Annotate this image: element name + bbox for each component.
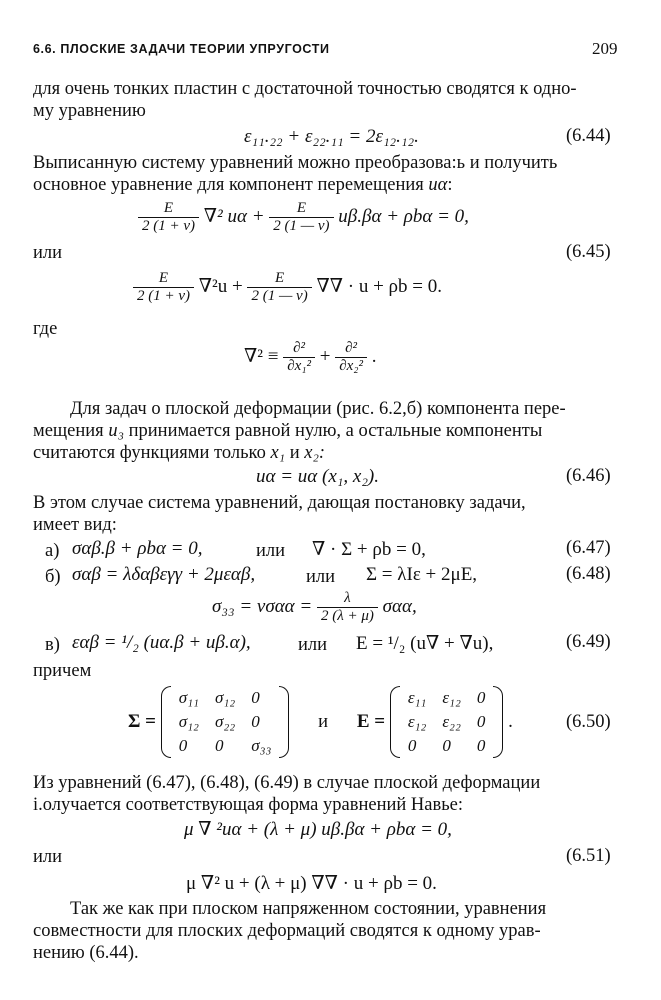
- matrix-cell: 0: [407, 736, 417, 755]
- fraction-denominator: 2 (1 + ν): [138, 217, 199, 235]
- equation-sigma33: [212, 590, 417, 625]
- equation-number: (6.45): [566, 242, 611, 262]
- text-line: причем: [33, 661, 92, 681]
- equation-part: .: [508, 711, 513, 732]
- equation-6-45b: [133, 270, 442, 305]
- text-line: или: [33, 847, 63, 867]
- fraction: [247, 270, 311, 305]
- fraction: [133, 270, 194, 305]
- equation-part: σ₃₃ = νσαα =: [212, 595, 313, 617]
- text-line: совместности для плоских деформаций сводятся к одному урав-: [33, 921, 541, 941]
- equation-part: ∇² ≡: [244, 345, 279, 367]
- equation-laplacian: [244, 340, 377, 375]
- text-line: [33, 442, 325, 464]
- equation-part: .: [371, 345, 377, 367]
- text-line: [33, 420, 542, 442]
- matrix-cell: σ₁₂: [214, 688, 236, 707]
- equation-6-49a: εαβ = ¹/₂ (uα.β + uβ.α),: [72, 632, 251, 653]
- text-line: нению (6.44).: [33, 943, 139, 963]
- item-label: а): [45, 541, 60, 561]
- matrix-row: [400, 734, 494, 758]
- equation-6-48a: σαβ = λδαβεγγ + 2μεαβ,: [72, 564, 256, 585]
- matrix-cell: σ₂₂: [214, 712, 236, 731]
- strain-matrix: [390, 686, 504, 758]
- fraction: [283, 340, 315, 375]
- math-symbol: u₃: [108, 421, 124, 441]
- text-fragment: и: [289, 443, 300, 463]
- fraction-denominator: 2 (1 + ν): [133, 287, 194, 305]
- matrix-row: [171, 686, 280, 710]
- fraction-numerator: E: [158, 270, 169, 286]
- equation-number: (6.48): [566, 564, 611, 584]
- matrix-row: [400, 686, 494, 710]
- stress-matrix: [161, 686, 290, 758]
- text-fragment: считаются функциями только: [33, 443, 266, 463]
- equation-number: (6.47): [566, 538, 611, 558]
- matrix-cell: σ₁₁: [178, 688, 199, 707]
- matrix-cell: 0: [251, 688, 260, 707]
- equation-6-44: ε₁₁.₂₂ + ε₂₂.₁₁ = 2ε₁₂.₁₂.: [244, 126, 419, 147]
- fraction-numerator: ∂²: [345, 340, 358, 356]
- equation-part: σαα,: [382, 595, 417, 617]
- fraction-denominator: 2 (1 — ν): [247, 287, 311, 305]
- text-line: основное уравнение для компонент перемещения uα:: [33, 175, 453, 195]
- text-line: Выписанную систему уравнений можно преобразова:ь и получить: [33, 153, 558, 173]
- equation-number: (6.49): [566, 632, 611, 652]
- fraction: [269, 200, 333, 235]
- equation-part: ∇∇ · u + ρb = 0.: [316, 275, 442, 297]
- text-line: или: [298, 635, 328, 655]
- fraction: [335, 340, 367, 375]
- fraction-denominator: ∂x₂²: [335, 357, 367, 375]
- equation-6-50: [128, 686, 513, 758]
- matrix-cell: 0: [442, 736, 451, 755]
- equation-part: ∇²u +: [198, 275, 243, 297]
- equation-number: (6.51): [566, 846, 611, 866]
- text-line: Так же как при плоском напряженном состоянии, уравнения: [70, 899, 547, 919]
- equation-part: uβ.βα + ρbα = 0,: [338, 205, 469, 227]
- math-symbol: x₁: [270, 443, 286, 463]
- math-symbol: uα: [428, 175, 448, 195]
- text-line: і.олучается соответствующая форма уравнений Навье:: [33, 795, 463, 815]
- equation-6-47a: σαβ.β + ρbα = 0,: [72, 538, 203, 559]
- text-line: В этом случае система уравнений, дающая постановку задачи,: [33, 493, 526, 513]
- matrix-cell: ε₁₂: [407, 712, 427, 731]
- fraction-numerator: E: [275, 270, 285, 286]
- equation-part: E =: [356, 711, 386, 732]
- equation-6-49b: E = ¹/₂ (u∇ + ∇u),: [356, 633, 494, 654]
- fraction-denominator: ∂x₁²: [283, 357, 315, 375]
- matrix-cell: 0: [476, 688, 486, 707]
- text-fragment: мещения: [33, 421, 104, 441]
- running-title: 6.6. ПЛОСКИЕ ЗАДАЧИ ТЕОРИИ УПРУГОСТИ: [33, 42, 330, 56]
- fraction-numerator: ∂²: [293, 340, 306, 356]
- text-line: для очень тонких пластин с достаточной точностью сводятся к одно-: [33, 79, 577, 99]
- matrix-cell: ε₂₂: [442, 712, 461, 731]
- text-line: Для задач о плоской деформации (рис. 6.2,б) компонента пере-: [70, 399, 566, 419]
- text-line: или: [33, 243, 63, 263]
- matrix-cell: 0: [476, 736, 486, 755]
- matrix-cell: 0: [476, 712, 486, 731]
- equation-6-45a: [138, 200, 469, 235]
- fraction: [317, 590, 378, 625]
- equation-part: +: [319, 345, 331, 367]
- matrix-cell: σ₃₃: [251, 736, 272, 755]
- text-line: имеет вид:: [33, 515, 117, 535]
- text-line: где: [33, 319, 58, 339]
- item-label: в): [45, 635, 60, 655]
- text-line: или: [256, 541, 286, 561]
- fraction-denominator: 2 (λ + μ): [317, 607, 378, 625]
- equation-6-46: uα = uα (x₁, x₂).: [256, 466, 379, 487]
- matrix-cell: σ₁₂: [178, 712, 199, 731]
- fraction-numerator: E: [163, 200, 174, 216]
- equation-6-48b: Σ = λIε + 2μE,: [366, 564, 478, 585]
- equation-6-51a: μ ∇ ²uα + (λ + μ) uβ.βα + ρbα = 0,: [184, 819, 452, 840]
- equation-6-47b: ∇ · Σ + ρb = 0,: [312, 539, 426, 560]
- matrix-cell: 0: [214, 736, 224, 755]
- equation-part: Σ =: [128, 711, 156, 732]
- equation-number: (6.46): [566, 466, 611, 486]
- text-fragment: принимается равной нулю, а остальные компоненты: [128, 421, 543, 441]
- text-line: Из уравнений (6.47), (6.48), (6.49) в случае плоской деформации: [33, 773, 541, 793]
- matrix-cell: 0: [178, 736, 188, 755]
- item-label: б): [45, 567, 61, 587]
- matrix-cell: ε₁₁: [407, 688, 427, 707]
- fraction-numerator: E: [296, 200, 306, 216]
- text-fragment: основное уравнение для компонент перемещения: [33, 175, 424, 195]
- fraction-numerator: λ: [344, 590, 351, 606]
- matrix-row: [171, 710, 280, 734]
- text-fragment: и: [318, 712, 329, 732]
- equation-6-51b: μ ∇² u + (λ + μ) ∇∇ · u + ρb = 0.: [186, 873, 437, 894]
- equation-part: ∇² uα +: [203, 205, 265, 227]
- math-symbol: x₂:: [304, 443, 326, 463]
- matrix-cell: ε₁₂: [442, 688, 461, 707]
- fraction: [138, 200, 199, 235]
- matrix-cell: 0: [251, 712, 260, 731]
- matrix-row: [171, 734, 280, 758]
- equation-number: (6.44): [566, 126, 611, 146]
- page-number: 209: [592, 39, 618, 58]
- text-line: му уравнению: [33, 101, 146, 121]
- text-line: или: [306, 567, 336, 587]
- matrix-row: [400, 710, 494, 734]
- fraction-denominator: 2 (1 — ν): [269, 217, 333, 235]
- equation-number: (6.50): [566, 712, 611, 732]
